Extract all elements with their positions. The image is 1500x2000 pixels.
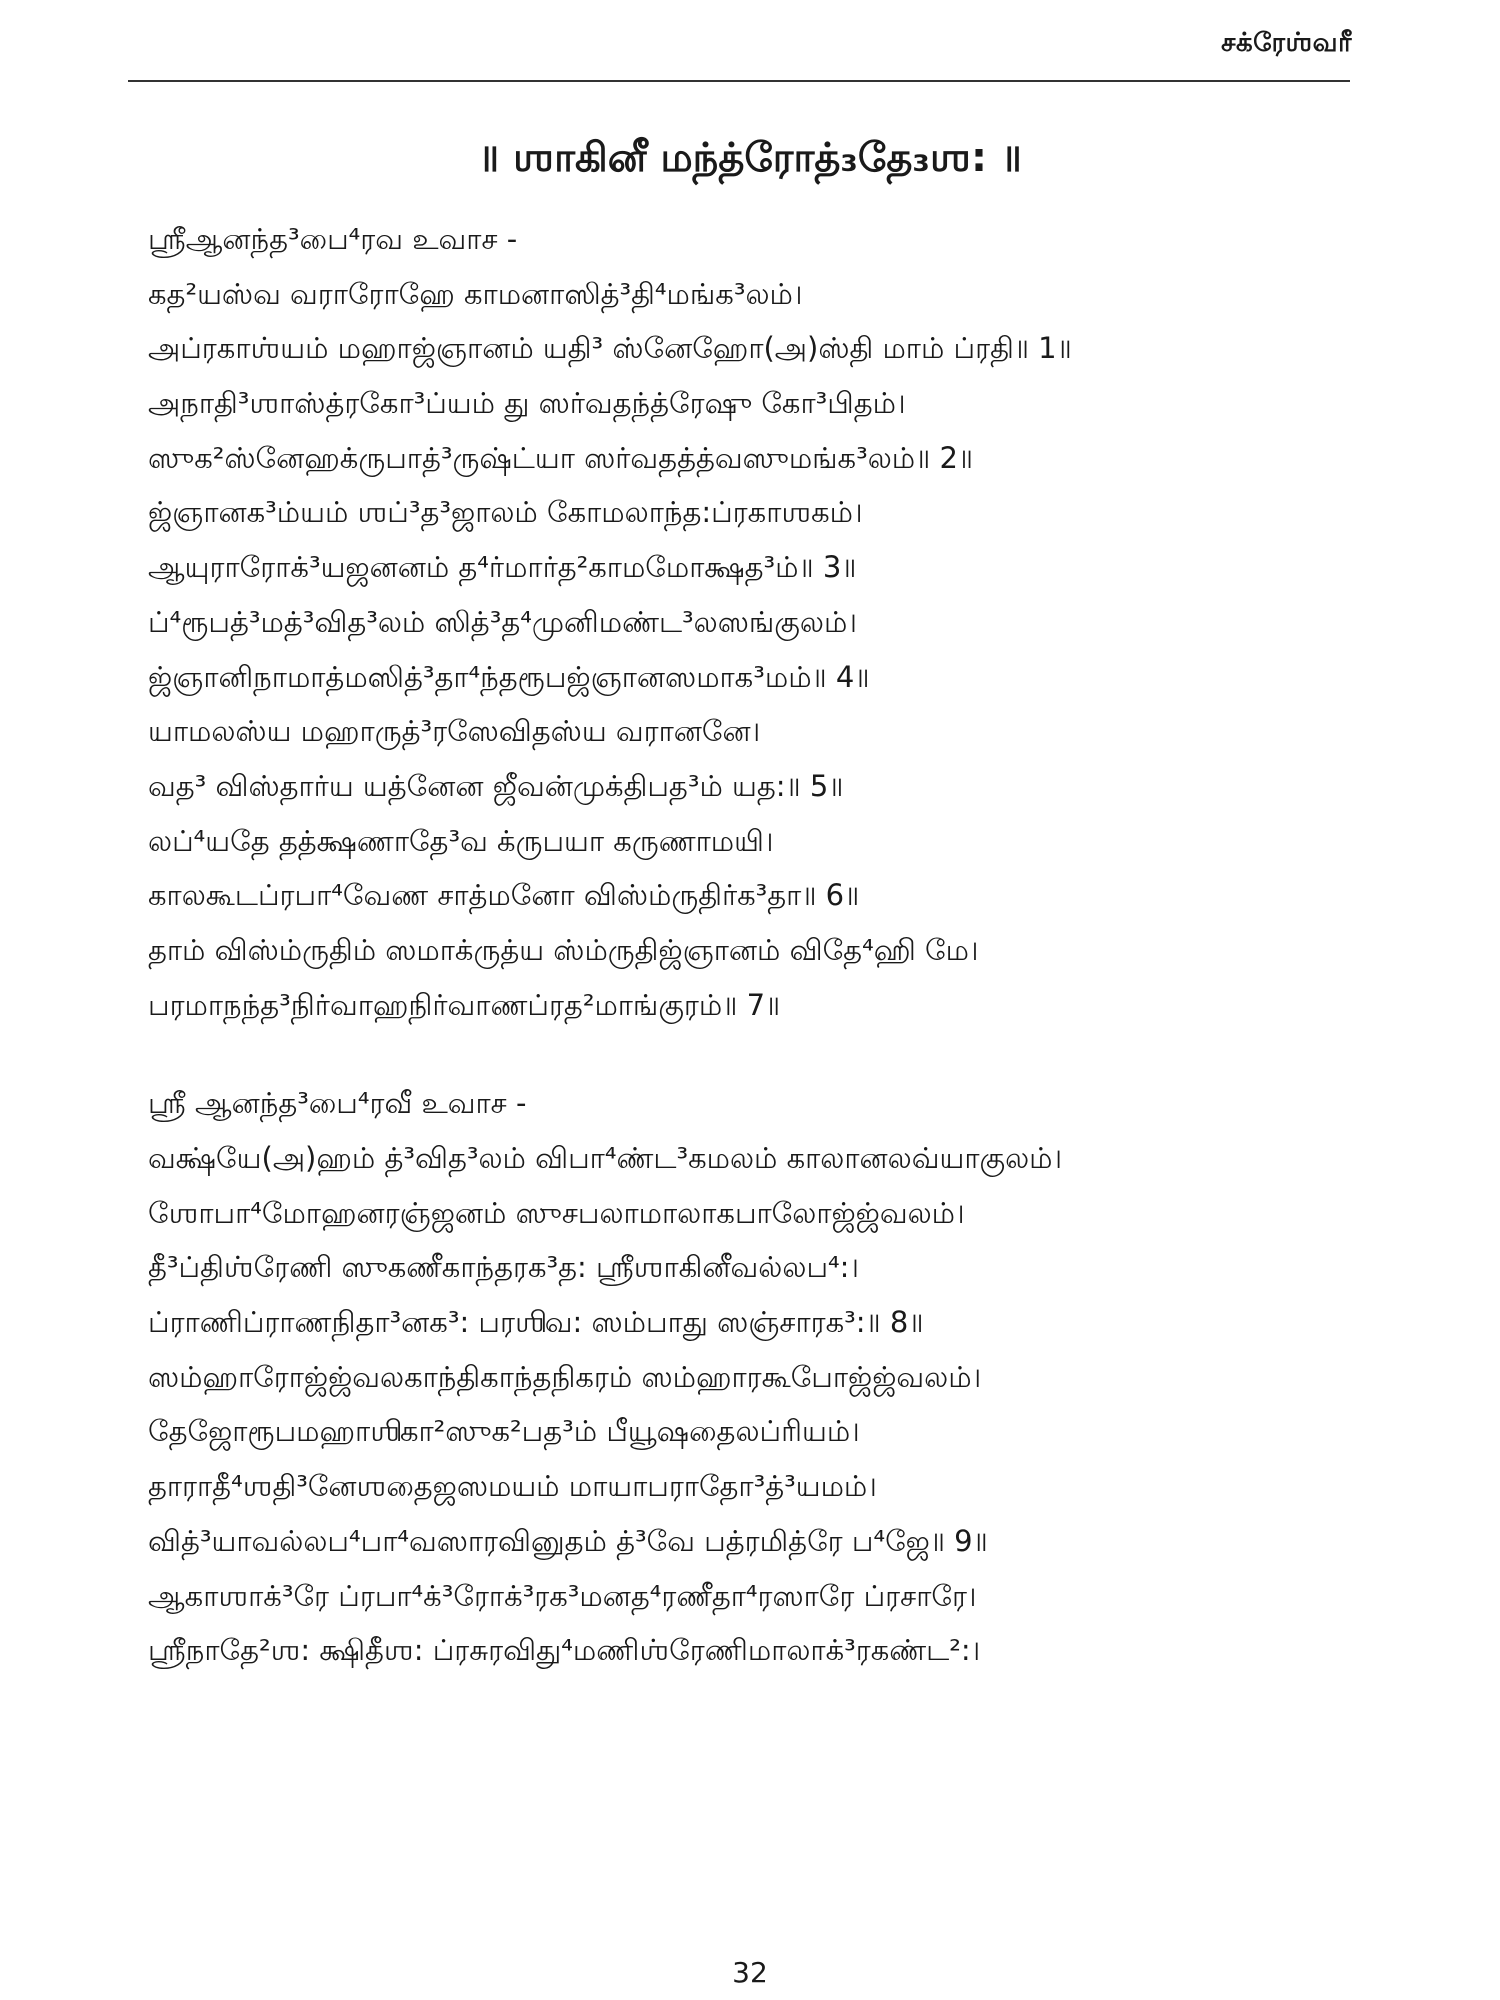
verse-line: யாமலஸ்ய மஹாருத்³ரஸேவிதஸ்ய வரானனே। [148, 714, 761, 749]
verse-line: தேஜோரூபமஹாஶிகா²ஸுக²பத³ம் பீயூஷதைலப்ரியம்। [148, 1414, 860, 1449]
page-title: ॥ ஶாகினீ மந்த்ரோத்₃தே₃ஶ: ॥ [478, 135, 1022, 181]
verse-line: ஆயுராரோக்³யஜனனம் த⁴ர்மார்த²காமமோக்ஷத³ம்॥ 3॥ [148, 550, 857, 585]
verse-line: ஸ்ரீநாதே²ஶ: க்ஷிதீஶ: ப்ரசுரவிது⁴மணிஶ்ரேணிமாலாக்³ரகண்ட²:। [148, 1633, 981, 1668]
verse-line: அப்ரகாஶ்யம் மஹாஜ்ஞானம் யதி³ ஸ்னேஹோ(அ)ஸ்தி மாம் ப்ரதி॥ 1॥ [148, 331, 1072, 366]
verse-body [148, 212, 1368, 1678]
verse-line: அநாதி³ஶாஸ்த்ரகோ³ப்யம் து ஸர்வதந்த்ரேஷு கோ³பிதம்। [148, 386, 906, 421]
header-divider [128, 80, 1350, 82]
verse-line: ப்ராணிப்ராணநிதா³னக³: பரஶிவ: ஸம்பாது ஸஞ்சாரக³:॥ 8॥ [148, 1305, 924, 1340]
verse-line: வத³ விஸ்தார்ய யத்னேன ஜீவன்முக்திபத³ம் யத:॥ 5॥ [148, 768, 844, 803]
verse-line: ஜ்ஞானக³ம்யம் ஶப்³த³ஜாலம் கோமலாந்த:ப்ரகாஶகம்। [148, 495, 863, 530]
verse-line: ஆகாஶாக்³ரே ப்ரபா⁴க்³ரோக்³ரக³மனத⁴ரணீதா⁴ரஸாரே ப்ரசாரே। [148, 1578, 977, 1613]
page-number: 32 [732, 1956, 768, 1989]
verse-line: தாராதீ⁴ஶதி³னேஶதைஜஸமயம் மாயாபராதோ³த்³யமம்। [148, 1469, 877, 1504]
section-gap [148, 1032, 1368, 1076]
verse-line: வக்ஷ்யே(அ)ஹம் த்³வித³லம் விபா⁴ண்ட³கமலம் காலானலவ்யாகுலம்। [148, 1141, 1063, 1175]
verse-line: பரமாநந்த³நிர்வாஹநிர்வாணப்ரத²மாங்குரம்॥ 7॥ [148, 987, 781, 1022]
verse-line: காலகூடப்ரபா⁴வேண சாத்மனோ விஸ்ம்ருதிர்க³தா॥ 6॥ [148, 878, 860, 913]
speaker-line: ஸ்ரீஆனந்த³பை⁴ரவ உவாச - [148, 222, 518, 256]
verse-line: கத²யஸ்வ வராரோஹே காமனாஸித்³தி⁴மங்க³லம்। [148, 276, 803, 311]
verse-line: ப்⁴ரூபத்³மத்³வித³லம் ஸித்³த⁴முனிமண்ட³லஸங்குலம்। [148, 604, 857, 639]
verse-line: லப்⁴யதே தத்க்ஷணாதே³வ க்ருபயா கருணாமயி। [148, 823, 774, 858]
verse-line: தீ³ப்திஶ்ரேணி ஸுகணீகாந்தரக³த: ஸ்ரீஶாகினீவல்லப⁴:। [148, 1250, 859, 1285]
verse-line: ஸுக²ஸ்னேஹக்ருபாத்³ருஷ்ட்யா ஸர்வதத்த்வஸுமங்க³லம்॥ 2॥ [148, 440, 974, 475]
verse-line: ஶோபா⁴மோஹனரஞ்ஜனம் ஸுசபலாமாலாகபாலோஜ்ஜ்வலம்। [148, 1195, 965, 1230]
running-header: சக்ரேஶ்வரீ [1221, 28, 1352, 58]
verse-line: ஜ்ஞானிநாமாத்மஸித்³தா⁴ந்தரூபஜ்ஞானஸமாக³மம்॥ 4॥ [148, 659, 870, 694]
verse-line: ஸம்ஹாரோஜ்ஜ்வலகாந்திகாந்தநிகரம் ஸம்ஹாரகூபோஜ்ஜ்வலம்। [148, 1359, 982, 1394]
verse-line: தாம் விஸ்ம்ருதிம் ஸமாக்ருத்ய ஸ்ம்ருதிஜ்ஞானம் விதே⁴ஹி மே। [148, 932, 979, 967]
verse-line: வித்³யாவல்லப⁴பா⁴வஸாரவினுதம் த்³வே பத்ரமித்ரே ப⁴ஜே॥ 9॥ [148, 1523, 988, 1558]
speaker-line: ஸ்ரீ ஆனந்த³பை⁴ரவீ உவாச - [148, 1086, 527, 1121]
